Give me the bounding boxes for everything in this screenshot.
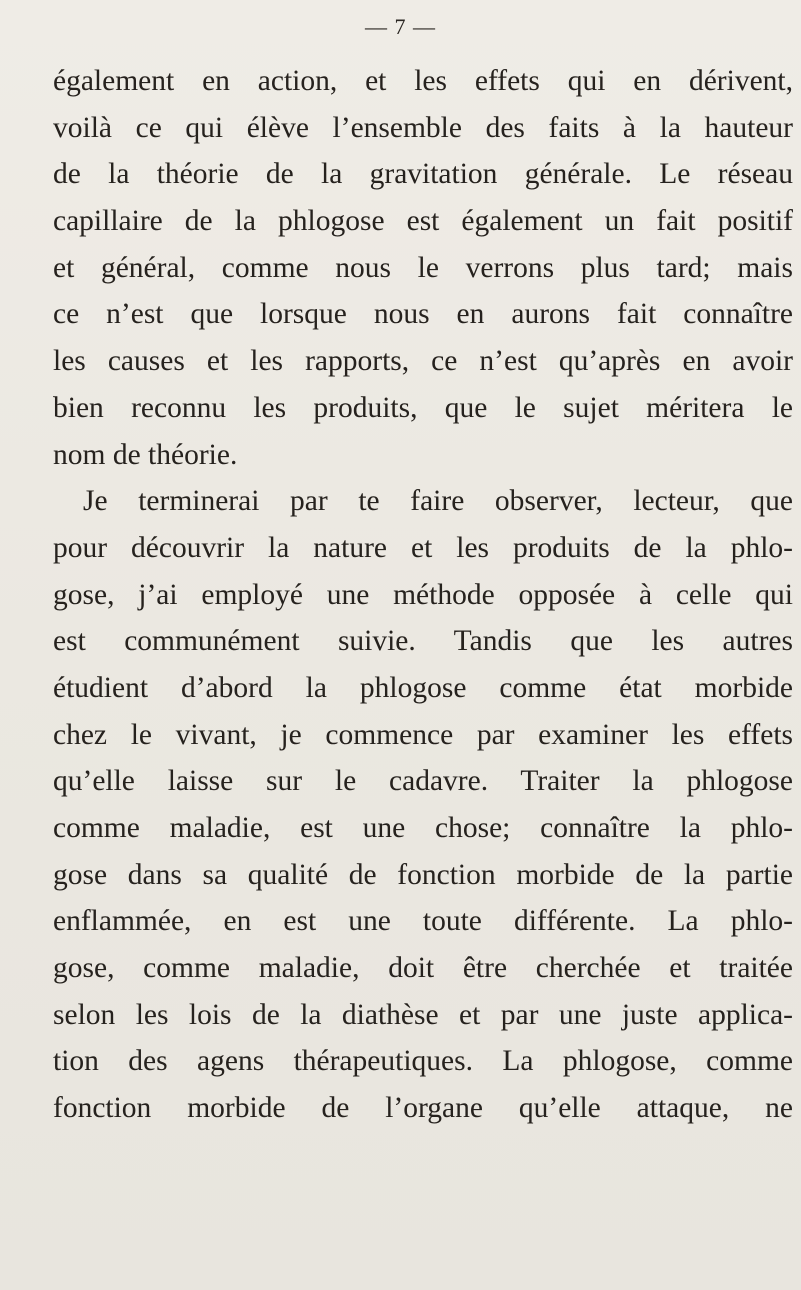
- text-line: fonction morbide de l’organe qu’elle attaque, ne: [53, 1092, 793, 1125]
- paragraph-end-line: nom de théorie.: [53, 438, 238, 471]
- body-text: [53, 58, 793, 1132]
- text-line: capillaire de la phlogose est également un fait positif: [53, 205, 793, 238]
- text-line: étudient d’abord la phlogose comme état morbide: [53, 671, 793, 704]
- text-line: est communément suivie. Tandis que les autres: [53, 625, 793, 658]
- text-line: et général, comme nous le verrons plus tard; mais: [53, 251, 793, 284]
- text-line: ce n’est que lorsque nous en aurons fait connaître: [53, 298, 793, 331]
- text-line: selon les lois de la diathèse et par une juste applica-: [53, 998, 793, 1031]
- text-line: pour découvrir la nature et les produits de la phlo-: [53, 531, 793, 564]
- text-line: qu’elle laisse sur le cadavre. Traiter la phlogose: [53, 765, 793, 798]
- text-line: gose, comme maladie, doit être cherchée et traitée: [53, 952, 793, 985]
- text-line: enflammée, en est une toute différente. La phlo-: [53, 905, 793, 938]
- text-line: tion des agens thérapeutiques. La phlogose, comme: [53, 1045, 793, 1078]
- text-line: de la théorie de la gravitation générale. Le réseau: [53, 158, 793, 191]
- paragraph-start-line: Je terminerai par te faire observer, lecteur, que: [83, 485, 793, 518]
- text-line: les causes et les rapports, ce n’est qu’après en avoir: [53, 345, 793, 378]
- text-line: gose dans sa qualité de fonction morbide de la partie: [53, 858, 793, 891]
- text-line: voilà ce qui élève l’ensemble des faits à la hauteur: [53, 111, 793, 144]
- text-line: également en action, et les effets qui en dérivent,: [53, 65, 793, 97]
- text-line: gose, j’ai employé une méthode opposée à celle qui: [53, 578, 793, 611]
- text-line: bien reconnu les produits, que le sujet méritera le: [53, 391, 793, 424]
- text-line: comme maladie, est une chose; connaître la phlo-: [53, 812, 793, 844]
- page-number: — 7 —: [365, 14, 436, 39]
- text-line: chez le vivant, je commence par examiner les effets: [53, 718, 793, 751]
